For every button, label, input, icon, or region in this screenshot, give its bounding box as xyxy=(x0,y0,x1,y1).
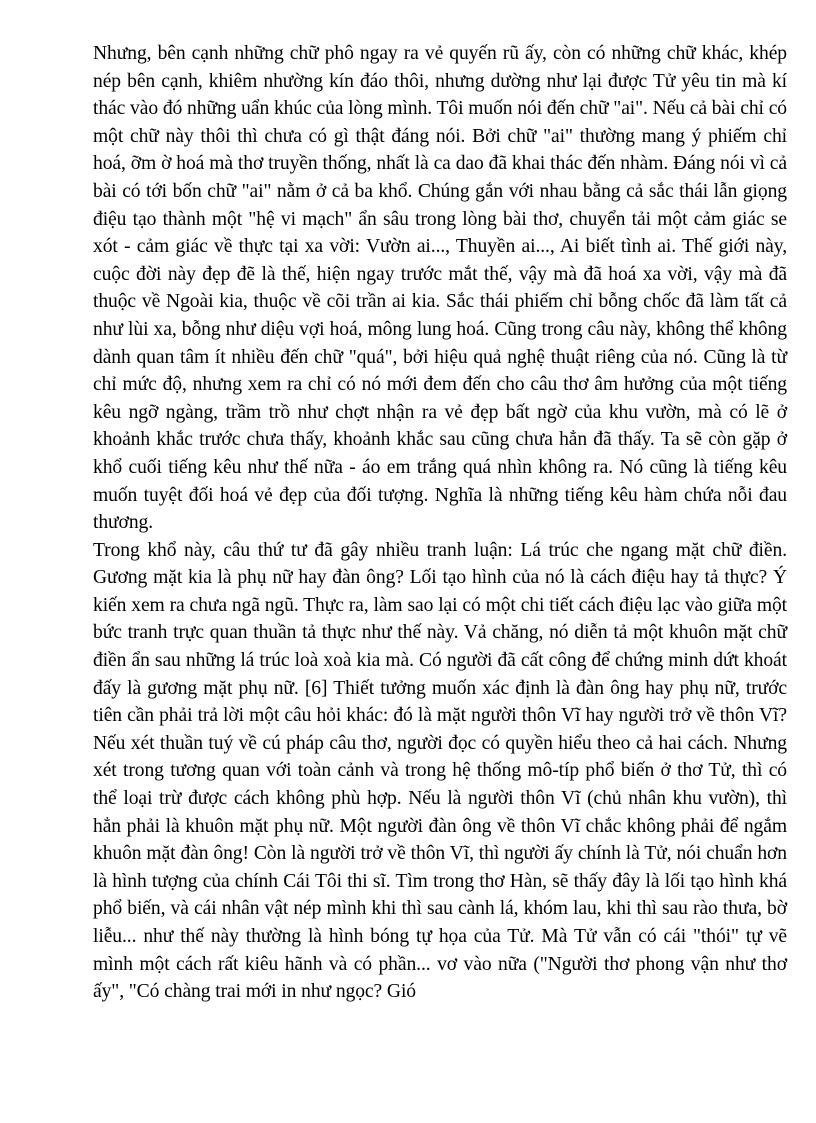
paragraph-face-line-debate: Trong khổ này, câu thứ tư đã gây nhiều tranh luận: Lá trúc che ngang mặt chữ điền. Gương mặt kia là phụ nữ hay đàn ông? Lối tạo hình của nó là cách điệu hay tả thực? Ý kiến xem ra chưa ngã ngũ. Thực ra, làm sao lại có một chi tiết cách điệu lạc vào giữa một bức tranh trực quan thuần tả thực như thế này. Vả chăng, nó diễn tả một khuôn mặt chữ điền ẩn sau những lá trúc loà xoà kia mà. Có người đã cất công để chứng minh dứt khoát đấy là gương mặt phụ nữ. [6] Thiết tưởng muốn xác định là đàn ông hay phụ nữ, trước tiên cần phải trả lời một câu hỏi khác: đó là mặt người thôn Vĩ hay người trở về thôn Vĩ? Nếu xét thuần tuý về cú pháp câu thơ, người đọc có quyền hiểu theo cả hai cách. Nhưng xét trong tương quan với toàn cảnh và trong hệ thống mô-típ phổ biến ở thơ Tử, thì có thể loại trừ được cách không phù hợp. Nếu là người thôn Vĩ (chủ nhân khu vườn), thì hẳn phải là khuôn mặt phụ nữ. Một người đàn ông về thôn Vĩ chắc không phải để ngắm khuôn mặt đàn ông! Còn là người trở về thôn Vĩ, thì người ấy chính là Tử, nói chuẩn hơn là hình tượng của chính Cái Tôi thi sĩ. Tìm trong thơ Hàn, sẽ thấy đây là lối tạo hình khá phổ biến, và cái nhân vật nép mình khi thì sau cành lá, khóm lau, khi thì sau rào thưa, bờ liễu... như thế này thường là hình bóng tự họa của Tử. Mà Tử vẫn có cái "thói" tự vẽ mình một cách rất kiêu hãnh và có phần... vơ vào nữa ("Người thơ phong vận như thơ ấy", "Có chàng trai mới in như ngọc? Gió xyxy=(93,539,787,1003)
document-page xyxy=(93,40,787,1006)
paragraph-ai-word-analysis: Nhưng, bên cạnh những chữ phô ngay ra vẻ quyến rũ ấy, còn có những chữ khác, khép nép bên cạnh, khiêm nhường kín đáo thôi, nhưng dường như lại được Tử yêu tin mà kí thác vào đó những uẩn khúc của lòng mình. Tôi muốn nói đến chữ "ai". Nếu cả bài chỉ có một chữ này thôi thì chưa có gì thật đáng nói. Bởi chữ "ai" thường mang ý phiếm chỉ hoá, ỡm ờ hoá mà thơ truyền thống, nhất là ca dao đã khai thác đến nhàm. Đáng nói vì cả bài có tới bốn chữ "ai" nằm ở cả ba khổ. Chúng gắn với nhau bằng cả sắc thái lẫn giọng điệu tạo thành một "hệ vi mạch" ẩn sâu trong lòng bài thơ, chuyển tải một cảm giác se xót - cảm giác về thực tại xa vời: Vườn ai..., Thuyền ai..., Ai biết tình ai. Thế giới này, cuộc đời này đẹp đẽ là thế, hiện ngay trước mắt thế, vậy mà đã hoá xa vời, vậy mà đã thuộc về Ngoài kia, thuộc về cõi trần ai kia. Sắc thái phiếm chỉ bỗng chốc đã làm tất cả như lùi xa, bỗng như diệu vợi hoá, mông lung hoá. Cũng trong câu này, không thể không dành quan tâm ít nhiều đến chữ "quá", bởi hiệu quả nghệ thuật riêng của nó. Cũng là từ chỉ mức độ, nhưng xem ra chỉ có nó mới đem đến cho câu thơ âm hưởng của một tiếng kêu ngỡ ngàng, trầm trồ như chợt nhận ra vẻ đẹp bất ngờ của khu vườn, mà có lẽ ở khoảnh khắc trước chưa thấy, khoảnh khắc sau cũng chưa hẳn đã thấy. Ta sẽ còn gặp ở khổ cuối tiếng kêu như thế nữa - áo em trắng quá nhìn không ra. Nó cũng là tiếng kêu muốn tuyệt đối hoá vẻ đẹp của đối tượng. Nghĩa là những tiếng kêu hàm chứa nỗi đau thương. xyxy=(93,43,787,534)
